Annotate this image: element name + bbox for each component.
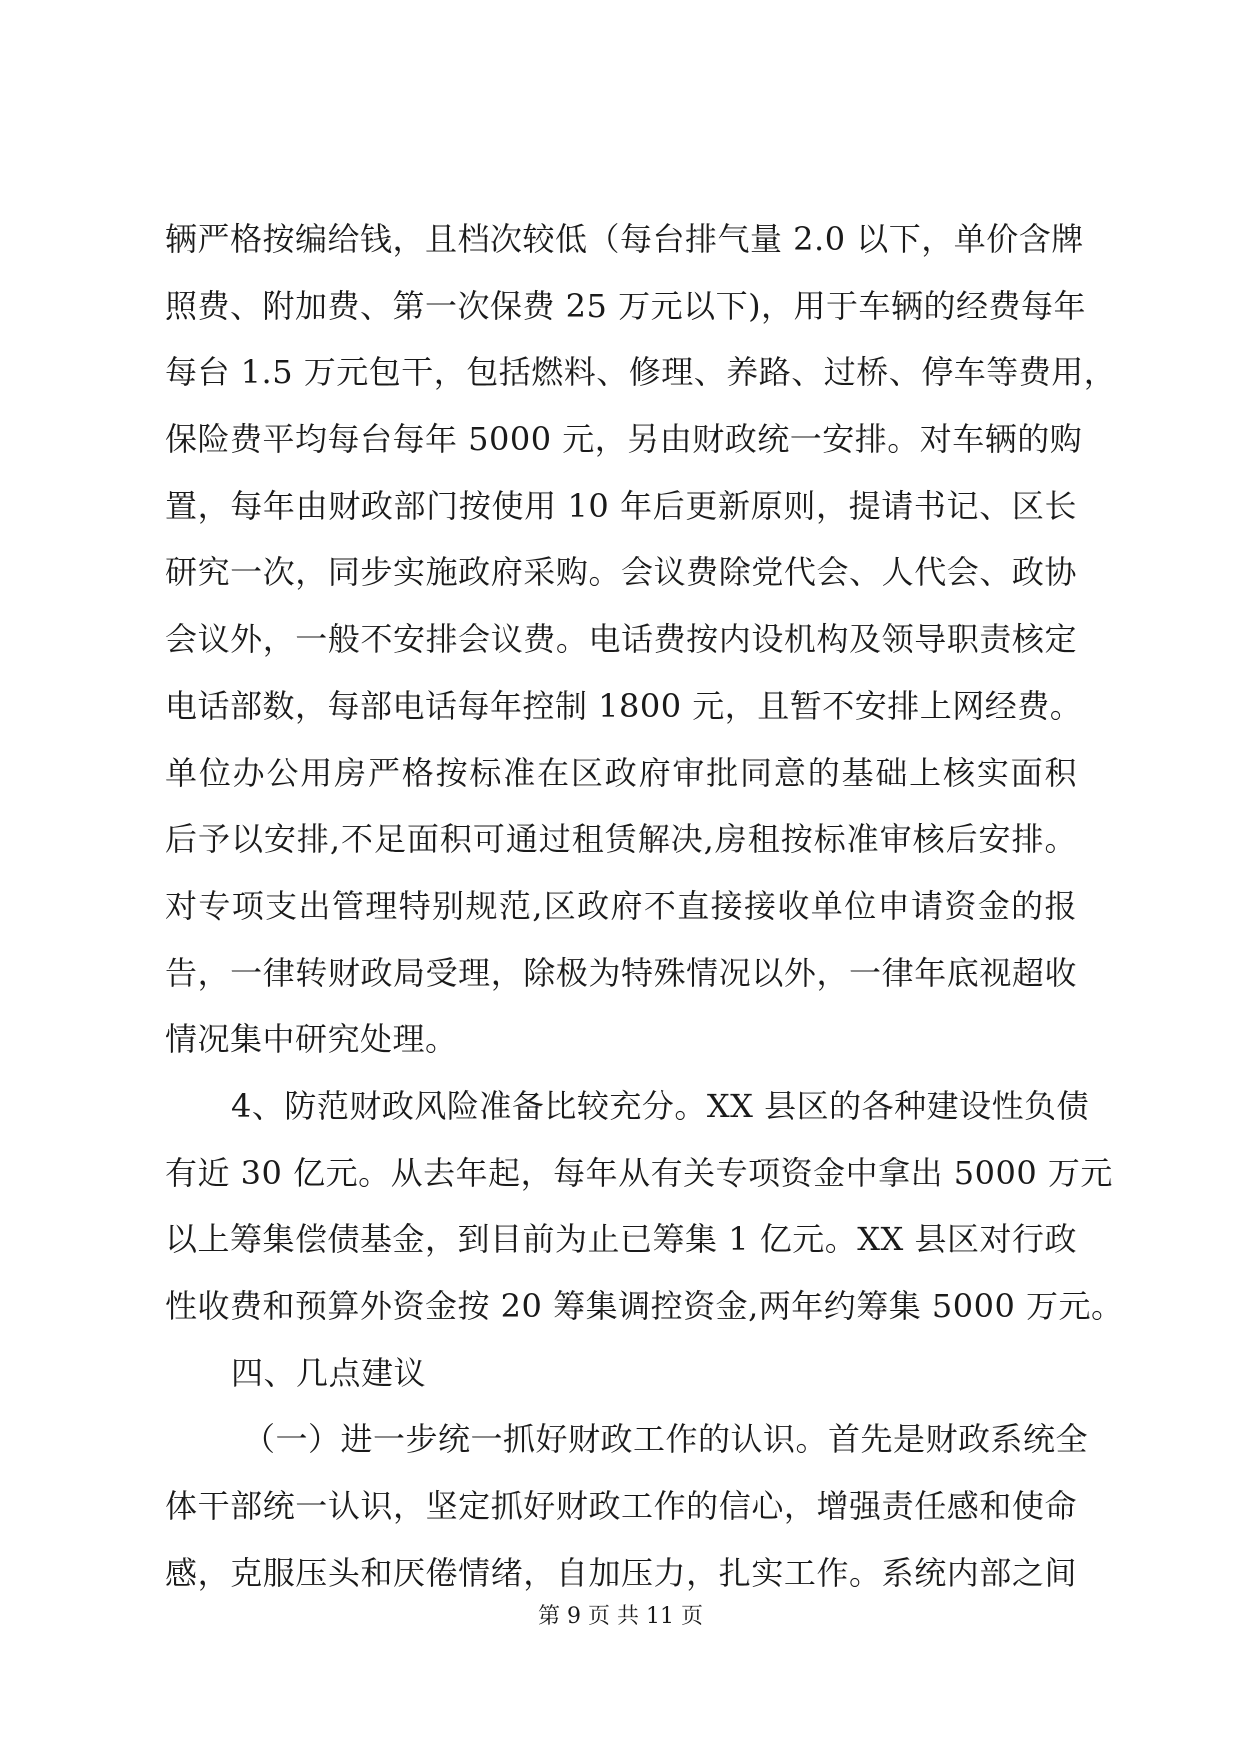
text-line: 每台 1.5 万元包干，包括燃料、修理、养路、过桥、停车等费用， [165, 353, 1117, 392]
text-line: 体干部统一认识，坚定抓好财政工作的信心，增强责任感和使命 [165, 1487, 1077, 1526]
text-line: 会议外，一般不安排会议费。电话费按内设机构及领导职责核定 [165, 620, 1077, 659]
text-line: 辆严格按编给钱，且档次较低（每台排气量 2.0 以下，单价含牌 [165, 220, 1084, 258]
text-line: 对专项支出管理特别规范,区政府不直接接收单位申请资金的报 [165, 886, 1077, 925]
page-number-footer: 第 9 页 共 11 页 [538, 1604, 703, 1629]
text-line: 置，每年由财政部门按使用 10 年后更新原则，提请书记、区长 [165, 486, 1077, 525]
text-line: 单位办公用房严格按标准在区政府审批同意的基础上核实面积 [165, 753, 1077, 792]
text-line: 保险费平均每台每年 5000 元，另由财政统一安排。对车辆的购 [165, 420, 1083, 459]
paragraph-start-line: （一）进一步统一抓好财政工作的认识。首先是财政系统全 [243, 1420, 1089, 1459]
text-line: 电话部数，每部电话每年控制 1800 元，且暂不安排上网经费。 [165, 686, 1083, 725]
paragraph-start-line: 4、防范财政风险准备比较充分。XX 县区的各种建设性负债 [231, 1086, 1090, 1125]
text-line: 有近 30 亿元。从去年起，每年从有关专项资金中拿出 5000 万元 [165, 1153, 1113, 1192]
section-heading: 四、几点建议 [231, 1353, 427, 1392]
document-body [165, 206, 1124, 1606]
text-line: 研究一次，同步实施政府采购。会议费除党代会、人代会、政协 [165, 553, 1077, 592]
text-line: 告，一律转财政局受理，除极为特殊情况以外，一律年底视超收 [165, 953, 1077, 992]
text-line: 以上筹集偿债基金，到目前为止已筹集 1 亿元。XX 县区对行政 [165, 1220, 1077, 1259]
text-line: 性收费和预算外资金按 20 筹集调控资金,两年约筹集 5000 万元。 [165, 1287, 1124, 1325]
text-line: 照费、附加费、第一次保费 25 万元以下)，用于车辆的经费每年 [165, 286, 1087, 325]
text-line: 情况集中研究处理。 [165, 1020, 458, 1059]
text-line: 后予以安排,不足面积可通过租赁解决,房租按标准审核后安排。 [165, 820, 1077, 859]
text-line: 感，克服压头和厌倦情绪，自加压力，扎实工作。系统内部之间 [165, 1553, 1077, 1592]
